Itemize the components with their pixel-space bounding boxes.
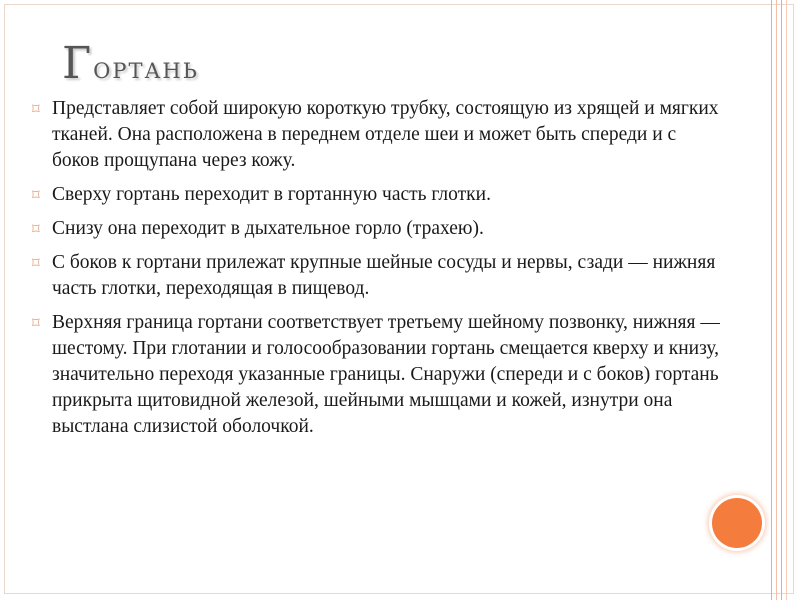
title-rest: ортань [93, 51, 199, 86]
decorative-orange-circle [712, 498, 762, 548]
bullet-text: Представляет собой широкую короткую трубку, состоящую из хрящей и мягких тканей. Она расположена в переднем отделе шеи и может быть спереди и с боков прощупана через кожу. [52, 98, 719, 171]
bullet-text: Снизу она переходит в дыхательное горло (трахею). [52, 218, 484, 239]
bullet-item [30, 250, 720, 302]
bullet-marker-icon: ⌑ [32, 222, 40, 238]
bullet-item [30, 310, 720, 440]
bullet-marker-icon: ⌑ [32, 188, 40, 204]
bullet-item [30, 216, 720, 242]
bullet-text: Верхняя граница гортани соответствует третьему шейному позвонку, нижняя — шестому. При глотании и голосообразовании гортань смещается кверху и книзу, значительно переходя указанные границы. Снаружи (спереди и с боков) гортань прикрыта щитовидной железой, шейными мышцами и кожей, изнутри она выстлана слизистой оболочкой. [52, 312, 720, 437]
decorative-line [771, 0, 772, 600]
title-first-letter: Г [62, 38, 94, 89]
bullet-text: С боков к гортани прилежат крупные шейные сосуды и нервы, сзади — нижняя часть глотки, переходящая в пищевод. [52, 252, 716, 299]
bullet-marker-icon: ⌑ [32, 256, 40, 272]
bullet-text: Сверху гортань переходит в гортанную часть глотки. [52, 184, 491, 205]
bullet-marker-icon: ⌑ [32, 102, 40, 118]
decorative-line [776, 0, 777, 600]
bullet-list [30, 96, 720, 448]
slide-title [62, 38, 199, 89]
decorative-line [781, 0, 782, 600]
bullet-item [30, 96, 720, 174]
bullet-item [30, 182, 720, 208]
bullet-marker-icon: ⌑ [32, 316, 40, 332]
decorative-line [786, 0, 787, 600]
